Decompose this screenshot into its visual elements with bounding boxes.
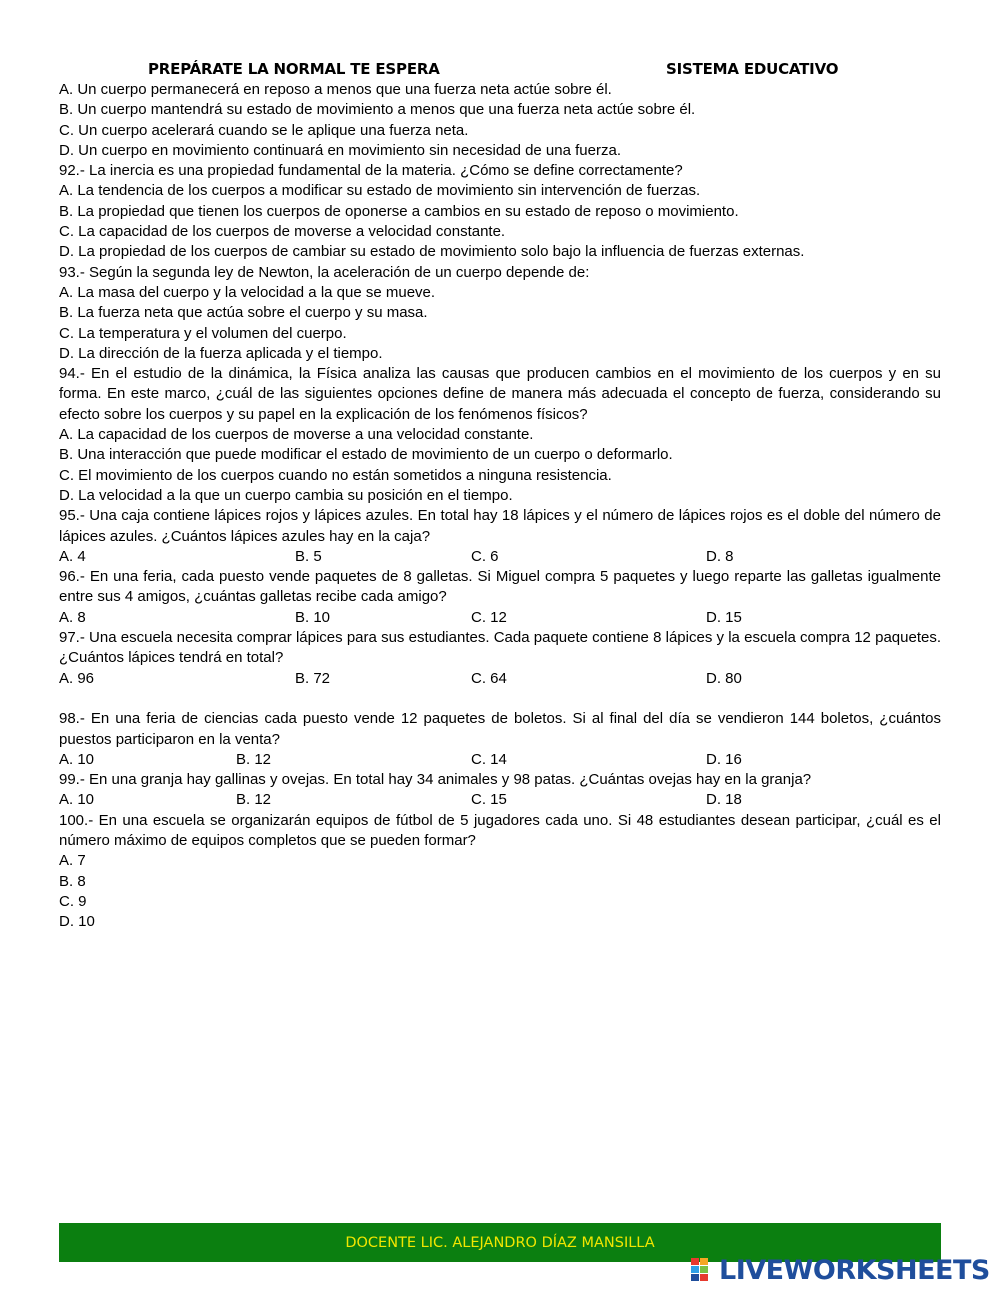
q93-option-d: D. La dirección de la fuerza aplicada y el tiempo. xyxy=(59,344,383,362)
q91-option-a: A. Un cuerpo permanecerá en reposo a menos que una fuerza neta actúe sobre él. xyxy=(59,81,612,98)
q94-option-d: D. La velocidad a la que un cuerpo cambia su posición en el tiempo. xyxy=(59,486,513,504)
worksheet-content xyxy=(59,80,941,932)
q91-option-c: C. Un cuerpo acelerará cuando se le aplique una fuerza neta. xyxy=(59,121,469,139)
q97-option-c: C. 64 xyxy=(471,669,507,687)
q99-text: 99.- En una granja hay gallinas y ovejas. En total hay 34 animales y 98 patas. ¿Cuántas ovejas hay en la granja? xyxy=(59,771,812,789)
q97-option-d: D. 80 xyxy=(706,669,742,687)
q99-option-a: A. 10 xyxy=(59,791,95,809)
q96-text: 96.- En una feria, cada puesto vende paquetes de 8 galletas. Si Miguel compra 5 paquetes y luego reparte las galletas igualmente entre sus 4 amigos, ¿cuántas galletas recibe cada amigo? xyxy=(59,568,941,606)
q95-options xyxy=(59,547,941,567)
header-title-left: PREPÁRATE LA NORMAL TE ESPERA xyxy=(148,60,440,78)
q98-options xyxy=(59,750,941,770)
liveworksheets-brand xyxy=(691,1255,990,1285)
q97-text: 97.- Una escuela necesita comprar lápices para sus estudiantes. Cada paquete contiene 8 lápices y la escuela compra 12 paquetes. ¿Cuántos lápices tendrá en total? xyxy=(59,629,941,667)
q99-option-b: B. 12 xyxy=(236,791,272,809)
q97-option-a: A. 96 xyxy=(59,669,95,687)
q96-option-c: C. 12 xyxy=(471,608,507,626)
q97-options xyxy=(59,669,941,689)
q99-option-d: D. 18 xyxy=(706,791,742,809)
q100-text: 100.- En una escuela se organizarán equipos de fútbol de 5 jugadores cada uno. Si 48 estudiantes desean participar, ¿cuál es el número máximo de equipos completos que se pueden formar? xyxy=(59,811,941,849)
q95-option-a: A. 4 xyxy=(59,547,86,565)
q100-option-b: B. 8 xyxy=(59,872,86,890)
q93-option-c: C. La temperatura y el volumen del cuerpo. xyxy=(59,324,347,342)
q95-option-b: B. 5 xyxy=(295,547,322,565)
q94-option-a: A. La capacidad de los cuerpos de moverse a una velocidad constante. xyxy=(59,426,534,444)
q97-option-b: B. 72 xyxy=(295,669,331,687)
q99-options xyxy=(59,790,941,810)
q100-option-c: C. 9 xyxy=(59,892,87,910)
q98-text: 98.- En una feria de ciencias cada puesto vende 12 paquetes de boletos. Si al final del día se vendieron 144 boletos, ¿cuántos puestos participaron en la venta? xyxy=(59,710,941,748)
q95-text: 95.- Una caja contiene lápices rojos y lápices azules. En total hay 18 lápices y el número de lápices rojos es el doble del número de lápices azules. ¿Cuántos lápices azules hay en la caja? xyxy=(59,507,941,545)
q96-option-b: B. 10 xyxy=(295,608,331,626)
q96-option-d: D. 15 xyxy=(706,608,742,626)
q93-text: 93.- Según la segunda ley de Newton, la aceleración de un cuerpo depende de: xyxy=(59,263,590,281)
q95-option-c: C. 6 xyxy=(471,547,499,565)
q96-options xyxy=(59,608,941,628)
q92-text: 92.- La inercia es una propiedad fundamental de la materia. ¿Cómo se define correctamente? xyxy=(59,162,683,180)
q98-option-b: B. 12 xyxy=(236,750,272,768)
q96-option-a: A. 8 xyxy=(59,608,86,626)
q92-option-b: B. La propiedad que tienen los cuerpos de oponerse a cambios en su estado de reposo o movimiento. xyxy=(59,202,739,220)
q100-option-d: D. 10 xyxy=(59,913,95,931)
q94-option-c: C. El movimiento de los cuerpos cuando no están sometidos a ninguna resistencia. xyxy=(59,466,612,484)
footer-teacher: DOCENTE LIC. ALEJANDRO DÍAZ MANSILLA xyxy=(345,1234,655,1251)
q95-option-d: D. 8 xyxy=(706,547,734,565)
q94-option-b: B. Una interacción que puede modificar el estado de movimiento de un cuerpo o deformarlo. xyxy=(59,446,673,464)
q98-option-d: D. 16 xyxy=(706,750,742,768)
q91-option-b: B. Un cuerpo mantendrá su estado de movimiento a menos que una fuerza neta actúe sobre él. xyxy=(59,101,696,119)
q93-option-b: B. La fuerza neta que actúa sobre el cuerpo y su masa. xyxy=(59,304,428,322)
q99-option-c: C. 15 xyxy=(471,791,507,809)
header-title-right: SISTEMA EDUCATIVO xyxy=(666,60,839,78)
liveworksheets-brand-text: LIVEWORKSHEETS xyxy=(719,1254,990,1286)
q98-option-a: A. 10 xyxy=(59,750,95,768)
liveworksheets-logo-icon xyxy=(691,1258,717,1282)
q98-option-c: C. 14 xyxy=(471,750,507,768)
q100-option-a: A. 7 xyxy=(59,852,86,870)
q93-option-a: A. La masa del cuerpo y la velocidad a la que se mueve. xyxy=(59,283,436,301)
blank-line xyxy=(59,689,941,709)
q92-option-a: A. La tendencia de los cuerpos a modificar su estado de movimiento sin intervención de fuerzas. xyxy=(59,182,701,200)
q92-option-d: D. La propiedad de los cuerpos de cambiar su estado de movimiento solo bajo la influencia de fuerzas externas. xyxy=(59,243,805,261)
q92-option-c: C. La capacidad de los cuerpos de moverse a velocidad constante. xyxy=(59,223,506,241)
q94-text: 94.- En el estudio de la dinámica, la Física analiza las causas que producen cambios en el movimiento de los cuerpos y en su forma. En este marco, ¿cuál de las siguientes opciones define de manera más adecuada el concepto de fuerza, considerando su efecto sobre los cuerpos y su papel en la explicación de los fenómenos físicos? xyxy=(59,365,941,423)
q91-option-d: D. Un cuerpo en movimiento continuará en movimiento sin necesidad de una fuerza. xyxy=(59,141,621,159)
